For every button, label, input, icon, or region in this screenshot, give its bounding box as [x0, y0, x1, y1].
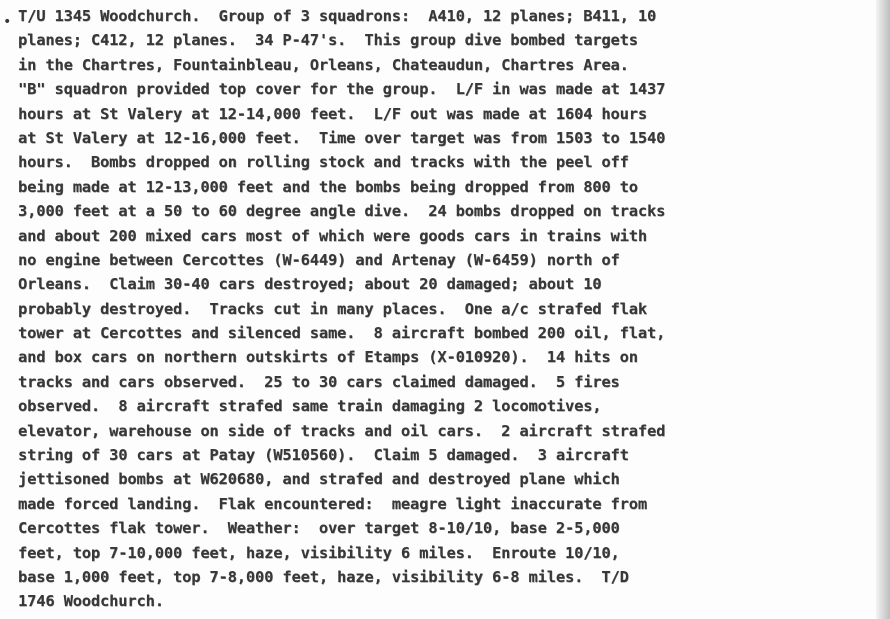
- text-line: at St Valery at 12-16,000 feet. Time over target was from 1503 to 1540: [18, 128, 666, 147]
- text-line: made forced landing. Flak encountered: meagre light inaccurate from: [18, 494, 648, 513]
- text-line: 3,000 feet at a 50 to 60 degree angle dive. 24 bombs dropped on tracks: [18, 202, 666, 221]
- text-line: in the Chartres, Fountainbleau, Orleans, Chateaudun, Chartres Area.: [18, 55, 629, 74]
- text-line: hours at St Valery at 12-14,000 feet. L/F out was made at 1604 hours: [18, 104, 648, 123]
- text-line: elevator, warehouse on side of tracks and oil cars. 2 aircraft strafed: [18, 421, 666, 440]
- bullet-mark: •: [3, 14, 12, 30]
- text-line: 1746 Woodchurch.: [18, 592, 164, 611]
- text-line: tracks and cars observed. 25 to 30 cars claimed damaged. 5 fires: [18, 372, 620, 391]
- page-edge-shadow: [876, 0, 890, 619]
- text-line: planes; C412, 12 planes. 34 P-47's. This group dive bombed targets: [18, 31, 638, 50]
- text-line: hours. Bombs dropped on rolling stock and tracks with the peel off: [18, 153, 629, 172]
- text-line: tower at Cercottes and silenced same. 8 aircraft bombed 200 oil, flat,: [18, 324, 666, 343]
- text-line: Orleans. Claim 30-40 cars destroyed; about 20 damaged; about 10: [18, 275, 602, 294]
- mission-report-text: [18, 4, 878, 614]
- text-line: being made at 12-13,000 feet and the bombs being dropped from 800 to: [18, 177, 638, 196]
- text-line: T/U 1345 Woodchurch. Group of 3 squadrons: A410, 12 planes; B411, 10: [18, 7, 657, 25]
- text-line: and box cars on northern outskirts of Etamps (X-010920). 14 hits on: [18, 348, 638, 367]
- text-line: base 1,000 feet, top 7-8,000 feet, haze, visibility 6-8 miles. T/D: [18, 567, 629, 586]
- text-line: Cercottes flak tower. Weather: over target 8-10/10, base 2-5,000: [18, 519, 620, 538]
- text-line: feet, top 7-10,000 feet, haze, visibility 6 miles. Enroute 10/10,: [18, 543, 620, 562]
- text-line: observed. 8 aircraft strafed same train damaging 2 locomotives,: [18, 397, 602, 416]
- text-line: jettisoned bombs at W620680, and strafed and destroyed plane which: [18, 470, 620, 489]
- text-line: "B" squadron provided top cover for the group. L/F in was made at 1437: [18, 80, 666, 99]
- text-line: and about 200 mixed cars most of which were goods cars in trains with: [18, 226, 648, 245]
- text-line: string of 30 cars at Patay (W510560). Claim 5 damaged. 3 aircraft: [18, 446, 629, 465]
- text-line: no engine between Cercottes (W-6449) and Artenay (W-6459) north of: [18, 250, 620, 269]
- text-line: probably destroyed. Tracks cut in many places. One a/c strafed flak: [18, 299, 648, 318]
